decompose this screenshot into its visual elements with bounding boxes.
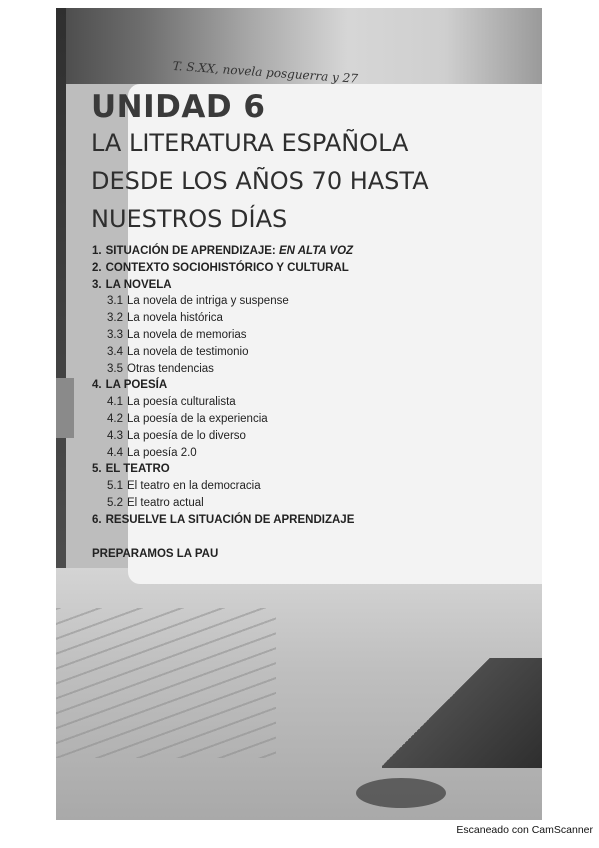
toc-section-2: 2. CONTEXTO SOCIOHISTÓRICO Y CULTURAL (92, 261, 349, 274)
title-line: NUESTROS DÍAS (91, 205, 288, 233)
title-line: DESDE LOS AÑOS 70 HASTA (91, 167, 429, 195)
toc-item-5-2: 5.2 El teatro actual (107, 496, 204, 509)
title-line: LA LITERATURA ESPAÑOLA (91, 129, 409, 157)
toc-section-3: 3. LA NOVELA (92, 278, 172, 291)
toc-item-4-1: 4.1 La poesía culturalista (107, 396, 236, 409)
toc-section-6: 6. RESUELVE LA SITUACIÓN DE APRENDIZAJE (92, 513, 355, 526)
photo-sandals (356, 778, 446, 808)
pau-heading: PREPARAMOS LA PAU (92, 548, 219, 560)
photo-roof (382, 658, 542, 768)
table-of-contents (92, 243, 492, 529)
toc-item-4-2: 4.2 La poesía de la experiencia (107, 412, 268, 425)
toc-item-4-3: 4.3 La poesía de lo diverso (107, 429, 246, 442)
toc-item-3-2: 3.2 La novela histórica (107, 312, 223, 325)
toc-section-1: 1. SITUACIÓN DE APRENDIZAJE: EN ALTA VOZ (92, 245, 354, 257)
page-title (91, 124, 429, 238)
photo-left-tab (56, 378, 74, 438)
handwritten-note: T. S.XX, novela posguerra y 27 (172, 58, 359, 86)
toc-section-1-italic: EN ALTA VOZ (278, 245, 354, 257)
unit-title: UNIDAD 6 (91, 89, 266, 125)
toc-item-3-5: 3.5 Otras tendencias (107, 362, 214, 375)
toc-section-5: 5. EL TEATRO (92, 463, 170, 476)
toc-section-4: 4. LA POESÍA (92, 379, 168, 392)
toc-item-3-4: 3.4 La novela de testimonio (107, 345, 249, 358)
scanner-watermark: Escaneado con CamScanner (456, 824, 593, 836)
toc-item-5-1: 5.1 El teatro en la democracia (107, 480, 261, 493)
toc-item-4-4: 4.4 La poesía 2.0 (107, 446, 197, 459)
toc-item-3-1: 3.1 La novela de intriga y suspense (107, 295, 289, 308)
toc-item-3-3: 3.3 La novela de memorias (107, 328, 247, 341)
photo-notebook (56, 608, 276, 758)
